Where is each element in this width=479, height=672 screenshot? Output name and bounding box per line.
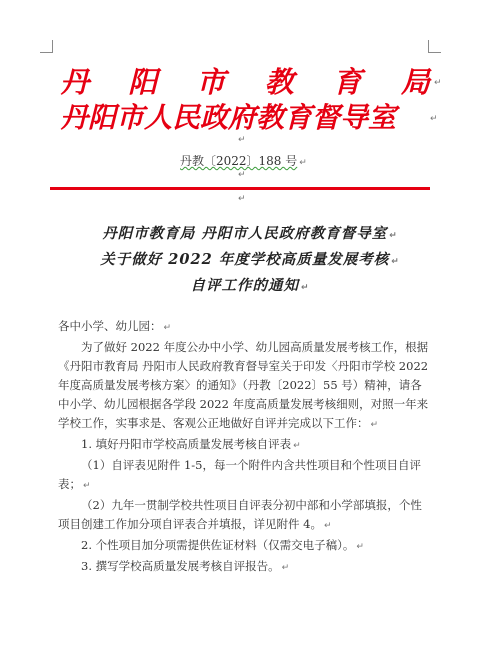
body-paragraph-text: 2. 个性项目加分项需提供佐证材料（仅需交电子稿）。 [81,538,355,552]
header-char: 阳 [128,65,158,99]
paragraph-mark: ↵ [389,231,398,241]
header-char: 育 [332,65,362,99]
body-paragraphs [58,338,430,578]
body-paragraph-text: 3. 撰写学校高质量发展考核自评报告。 [81,559,280,573]
body-paragraph-text: 1. 填好丹阳市学校高质量发展考核自评表 [81,437,292,451]
paragraph-mark: ↵ [83,481,91,491]
title-line-2 [60,248,440,269]
title-line-3 [60,274,440,295]
paragraph-mark: ↵ [281,563,290,573]
paragraph-mark: ↵ [323,521,332,531]
red-separator-line [50,187,430,190]
paragraph-mark: ↵ [238,135,246,145]
body-paragraph-text: 为了做好 2022 年度公办中小学、幼儿园高质量发展考核工作，根据《丹阳市教育局 丹阳市人民政府教育督导室关于印发〈丹阳市学校 2022 年度高质量发展考核方案〉的通知》（丹教〔2022〕55 号）精神，请各中小学、幼儿园根据各学段 2022 年度高质量发展考核细则，对照一年来学校工作，实事求是、客观公正地做好自评并完成以下工作： [58,340,429,430]
crop-mark-top-right [428,40,441,53]
header-char: 丹 [60,65,90,99]
paragraph-mark: ↵ [300,283,310,293]
header-issuer-1 [60,60,430,101]
body-paragraph [58,536,430,557]
body-paragraph-text: （1）自评表见附件 1-5，每一个附件内含共性项目和个性项目自评表； [58,458,421,491]
paragraph-mark: ↵ [370,420,379,430]
body-paragraph-text: （2）九年一贯制学校共性项目自评表分初中部和小学部填报，个性项目创建工作加分项自评表合并填报，详见附件 4。 [58,498,422,531]
salutation-text: 各中小学、幼儿园： [58,319,162,333]
paragraph-mark: ↵ [163,323,172,333]
body-paragraph [58,496,430,536]
title-line-1-text: 丹阳市教育局 丹阳市人民政府教育督导室 [102,225,388,242]
header-char: 教 [264,65,294,99]
title-line-1 [60,222,440,243]
paragraph-mark: ↵ [434,78,442,88]
header-char: 局 [400,65,430,99]
paragraph-mark: ↵ [293,441,301,451]
paragraph-mark: ↵ [430,114,438,124]
document-number [180,152,307,169]
paragraph-mark: ↵ [238,194,246,204]
document-number-text: 丹教〔2022〕188 号 [180,154,298,168]
salutation [58,318,171,334]
title-line-3-text: 自评工作的通知 [190,277,299,294]
body-paragraph [58,435,430,456]
crop-mark-top-left [40,40,53,53]
body-paragraph [58,338,430,435]
paragraph-mark: ↵ [238,170,246,180]
paragraph-mark: ↵ [391,257,400,267]
header-char: 市 [196,65,226,99]
header-issuer-2 [60,96,440,136]
paragraph-mark: ↵ [299,158,307,168]
paragraph-mark: ↵ [356,542,364,552]
body-paragraph [58,557,430,578]
title-line-2-text: 关于做好 2022 年度学校高质量发展考核 [100,251,390,268]
header-issuer-2-text: 丹阳市人民政府教育督导室 [60,101,397,134]
body-paragraph [58,456,430,496]
